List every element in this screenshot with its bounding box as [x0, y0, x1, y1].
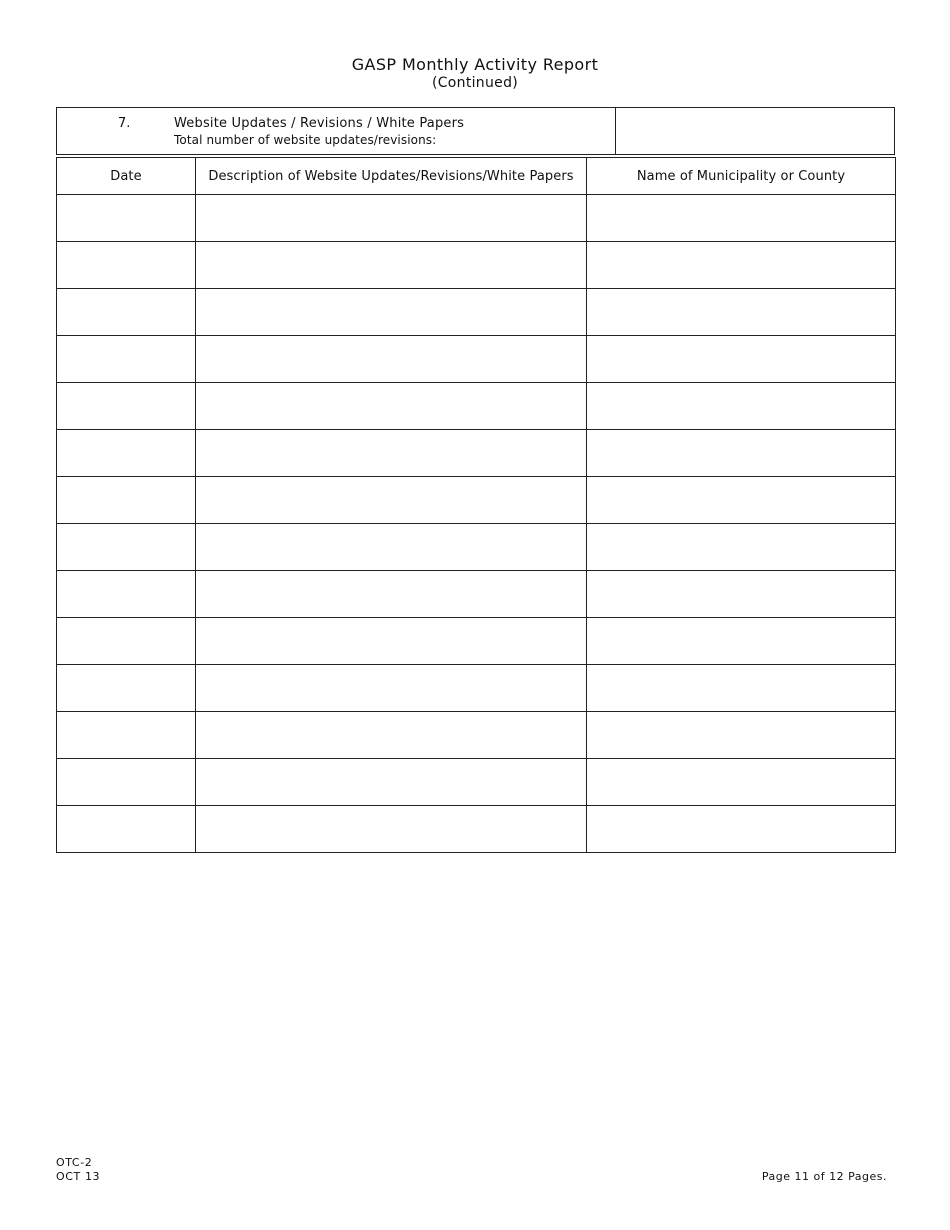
municipality-cell[interactable] [587, 571, 896, 618]
description-cell[interactable] [196, 195, 587, 242]
municipality-cell[interactable] [587, 477, 896, 524]
description-cell[interactable] [196, 242, 587, 289]
page-subtitle: (Continued) [431, 75, 519, 91]
activity-log-table [56, 157, 896, 853]
date-cell[interactable] [57, 430, 196, 477]
section-header-box [56, 107, 895, 155]
total-count-field[interactable] [616, 108, 894, 154]
description-cell[interactable] [196, 806, 587, 853]
section-number: 7. [118, 116, 131, 131]
municipality-cell[interactable] [587, 759, 896, 806]
column-header-description: Description of Website Updates/Revisions/White Papers [196, 158, 587, 195]
table-row [57, 477, 896, 524]
page-title: GASP Monthly Activity Report [351, 55, 599, 74]
date-cell[interactable] [57, 759, 196, 806]
municipality-cell[interactable] [587, 383, 896, 430]
section-subheading: Total number of website updates/revisions: [174, 133, 437, 147]
municipality-cell[interactable] [587, 665, 896, 712]
date-cell[interactable] [57, 195, 196, 242]
form-date: OCT 13 [56, 1170, 101, 1183]
section-label-cell [57, 108, 616, 154]
table-row [57, 571, 896, 618]
table-body [57, 195, 896, 853]
municipality-cell[interactable] [587, 195, 896, 242]
municipality-cell[interactable] [587, 430, 896, 477]
table-row [57, 665, 896, 712]
form-code: OTC-2 [56, 1156, 93, 1169]
description-cell[interactable] [196, 430, 587, 477]
description-cell[interactable] [196, 477, 587, 524]
description-cell[interactable] [196, 665, 587, 712]
description-cell[interactable] [196, 571, 587, 618]
description-cell[interactable] [196, 524, 587, 571]
municipality-cell[interactable] [587, 806, 896, 853]
date-cell[interactable] [57, 524, 196, 571]
table-row [57, 336, 896, 383]
table-row [57, 242, 896, 289]
column-header-municipality: Name of Municipality or County [587, 158, 896, 195]
table-row [57, 712, 896, 759]
date-cell[interactable] [57, 665, 196, 712]
date-cell[interactable] [57, 336, 196, 383]
description-cell[interactable] [196, 759, 587, 806]
table-row [57, 524, 896, 571]
description-cell[interactable] [196, 289, 587, 336]
title-block [0, 54, 950, 92]
table-row [57, 759, 896, 806]
municipality-cell[interactable] [587, 336, 896, 383]
date-cell[interactable] [57, 289, 196, 336]
date-cell[interactable] [57, 712, 196, 759]
section-heading: Website Updates / Revisions / White Papers [174, 116, 465, 131]
date-cell[interactable] [57, 571, 196, 618]
description-cell[interactable] [196, 712, 587, 759]
description-cell[interactable] [196, 336, 587, 383]
municipality-cell[interactable] [587, 242, 896, 289]
table-row [57, 618, 896, 665]
description-cell[interactable] [196, 383, 587, 430]
date-cell[interactable] [57, 383, 196, 430]
description-cell[interactable] [196, 618, 587, 665]
date-cell[interactable] [57, 477, 196, 524]
column-header-date: Date [57, 158, 196, 195]
table-row [57, 430, 896, 477]
municipality-cell[interactable] [587, 524, 896, 571]
date-cell[interactable] [57, 806, 196, 853]
table-row [57, 806, 896, 853]
municipality-cell[interactable] [587, 618, 896, 665]
date-cell[interactable] [57, 242, 196, 289]
municipality-cell[interactable] [587, 289, 896, 336]
date-cell[interactable] [57, 618, 196, 665]
form-identifier [56, 1156, 100, 1184]
table-header-row [57, 158, 896, 195]
table-row [57, 289, 896, 336]
table-row [57, 383, 896, 430]
municipality-cell[interactable] [587, 712, 896, 759]
page-number: Page 11 of 12 Pages. [761, 1170, 887, 1183]
table-row [57, 195, 896, 242]
